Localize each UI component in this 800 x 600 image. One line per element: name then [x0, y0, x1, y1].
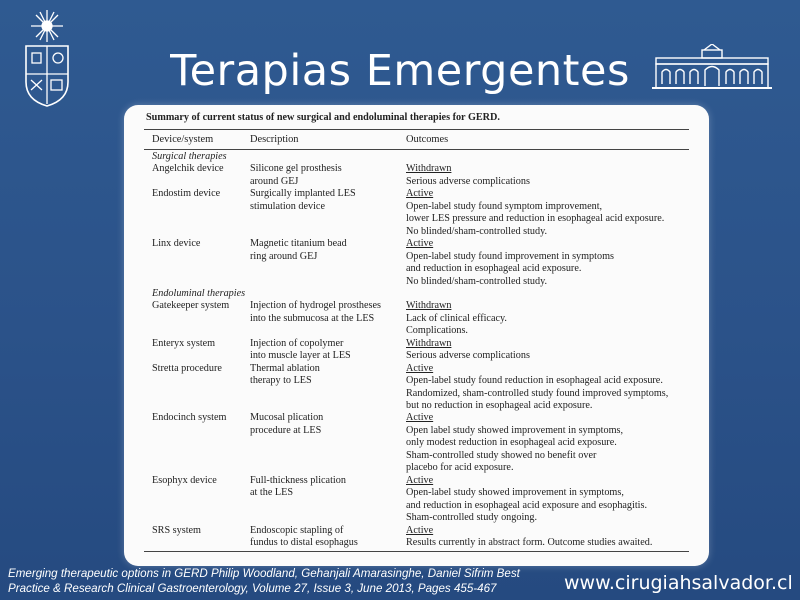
description-cell: ring around GEJ [250, 250, 318, 262]
table-row [124, 350, 709, 362]
outcome-cell: Open-label study found reduction in esophageal acid exposure. [406, 375, 663, 387]
status-cell: Active [406, 362, 434, 374]
table-row [124, 375, 709, 387]
device-name-cell: Stretta procedure [152, 362, 222, 374]
outcome-cell: Open label study showed improvement in symptoms, [406, 424, 624, 436]
table-row [124, 425, 709, 437]
header-description: Description [250, 134, 299, 145]
table-row [124, 276, 709, 288]
device-name-cell: Esophyx device [152, 474, 217, 486]
outcome-cell: placebo for acid exposure. [406, 462, 514, 474]
outcome-cell: Serious adverse complications [406, 175, 530, 187]
table-caption: Summary of current status of new surgical and endoluminal therapies for GERD. [146, 112, 500, 123]
outcome-cell: but no reduction in esophageal acid exposure. [406, 400, 593, 411]
table-row [124, 325, 709, 337]
description-cell: fundus to distal esophagus [250, 536, 358, 548]
device-name-cell: Gatekeeper system [152, 300, 230, 312]
description-cell: therapy to LES [250, 375, 312, 387]
table-row [124, 512, 709, 524]
device-name-cell: Linx device [152, 238, 201, 250]
description-cell: stimulation device [250, 200, 325, 212]
status-cell: Active [406, 474, 434, 486]
device-name-cell: Enteryx system [152, 337, 216, 349]
table-row [124, 213, 709, 225]
status-cell: Active [406, 524, 434, 536]
table-row [124, 525, 709, 537]
description-cell: Silicone gel prosthesis [250, 163, 342, 175]
outcome-cell: Sham-controlled study showed no benefit over [406, 449, 597, 461]
outcome-cell: Randomized, sham-controlled study found improved symptoms, [406, 387, 669, 399]
device-name-cell: SRS system [152, 524, 201, 536]
table-row [124, 487, 709, 499]
outcome-cell: Open-label study found symptom improvement, [406, 200, 603, 212]
website-url: www.cirugiahsalvador.cl [564, 572, 793, 594]
description-cell: Endoscopic stapling of [250, 524, 344, 536]
description-cell: Mucosal plication [250, 412, 324, 424]
table-row [124, 462, 709, 474]
table-row [124, 313, 709, 325]
outcome-cell: and reduction in esophageal acid exposure. [406, 263, 582, 275]
outcome-cell: lower LES pressure and reduction in esophageal acid exposure. [406, 213, 665, 225]
table-section-row [124, 151, 709, 163]
section-label: Endoluminal therapies [152, 287, 246, 299]
table-header-rule [144, 149, 689, 150]
description-cell: at the LES [250, 487, 294, 499]
table-row [124, 437, 709, 449]
device-name-cell: Endostim device [152, 188, 221, 200]
table-bottom-rule [144, 551, 689, 552]
outcome-cell: Open-label study showed improvement in symptoms, [406, 487, 624, 499]
outcome-cell: No blinded/sham-controlled study. [406, 275, 548, 287]
table-row [124, 500, 709, 512]
citation-line-1: Emerging therapeutic options in GERD Philip Woodland, Gehanjali Amarasinghe, Daniel Sifrim Best [8, 567, 520, 580]
slide-title: Terapias Emergentes [170, 46, 630, 96]
description-cell: Full-thickness plication [250, 474, 346, 486]
status-cell: Active [406, 188, 434, 200]
outcome-cell: Results currently in abstract form. Outcome studies awaited. [406, 536, 653, 548]
status-cell: Active [406, 238, 434, 250]
description-cell: Surgically implanted LES [250, 188, 356, 200]
description-cell: into the submucosa at the LES [250, 312, 375, 324]
description-cell: Magnetic titanium bead [250, 238, 347, 250]
description-cell: Injection of copolymer [250, 337, 344, 349]
status-cell: Active [406, 412, 434, 424]
table-row [124, 388, 709, 400]
outcome-cell: No blinded/sham-controlled study. [406, 225, 548, 237]
outcome-cell: Open-label study found improvement in symptoms [406, 250, 614, 262]
description-cell: Injection of hydrogel prostheses [250, 300, 381, 312]
table-row [124, 537, 709, 549]
table-row [124, 251, 709, 263]
table-row [124, 412, 709, 424]
citation [8, 566, 520, 596]
citation-line-2: Practice & Research Clinical Gastroenterology, Volume 27, Issue 3, June 2013, Pages 455-467 [8, 582, 497, 595]
description-cell: procedure at LES [250, 424, 322, 436]
status-cell: Withdrawn [406, 300, 452, 312]
device-name-cell: Endocinch system [152, 412, 227, 424]
summary-table-panel [124, 105, 709, 566]
header-outcomes: Outcomes [406, 134, 449, 145]
table-row [124, 201, 709, 213]
table-row [124, 238, 709, 250]
table-row [124, 176, 709, 188]
table-row [124, 363, 709, 375]
table-row [124, 450, 709, 462]
table-row [124, 188, 709, 200]
outcome-cell: and reduction in esophageal acid exposure and esophagitis. [406, 499, 648, 511]
outcome-cell: Serious adverse complications [406, 350, 530, 362]
outcome-cell: Sham-controlled study ongoing. [406, 512, 538, 524]
table-section-row [124, 288, 709, 300]
table-row [124, 263, 709, 275]
outcome-cell: Lack of clinical efficacy. [406, 312, 507, 324]
outcome-cell: Complications. [406, 325, 468, 337]
outcome-cell: only modest reduction in esophageal acid exposure. [406, 437, 617, 449]
table-row [124, 400, 709, 412]
table-row [124, 226, 709, 238]
status-cell: Withdrawn [406, 337, 452, 349]
description-cell: into muscle layer at LES [250, 350, 351, 362]
header-device-system: Device/system [152, 134, 214, 145]
table-row [124, 300, 709, 312]
table-top-rule [144, 129, 689, 130]
description-cell: around GEJ [250, 175, 299, 187]
section-label: Surgical therapies [152, 151, 227, 162]
table-row [124, 475, 709, 487]
table-row [124, 338, 709, 350]
device-name-cell: Angelchik device [152, 163, 224, 175]
description-cell: Thermal ablation [250, 362, 320, 374]
table-row [124, 163, 709, 175]
status-cell: Withdrawn [406, 163, 452, 175]
